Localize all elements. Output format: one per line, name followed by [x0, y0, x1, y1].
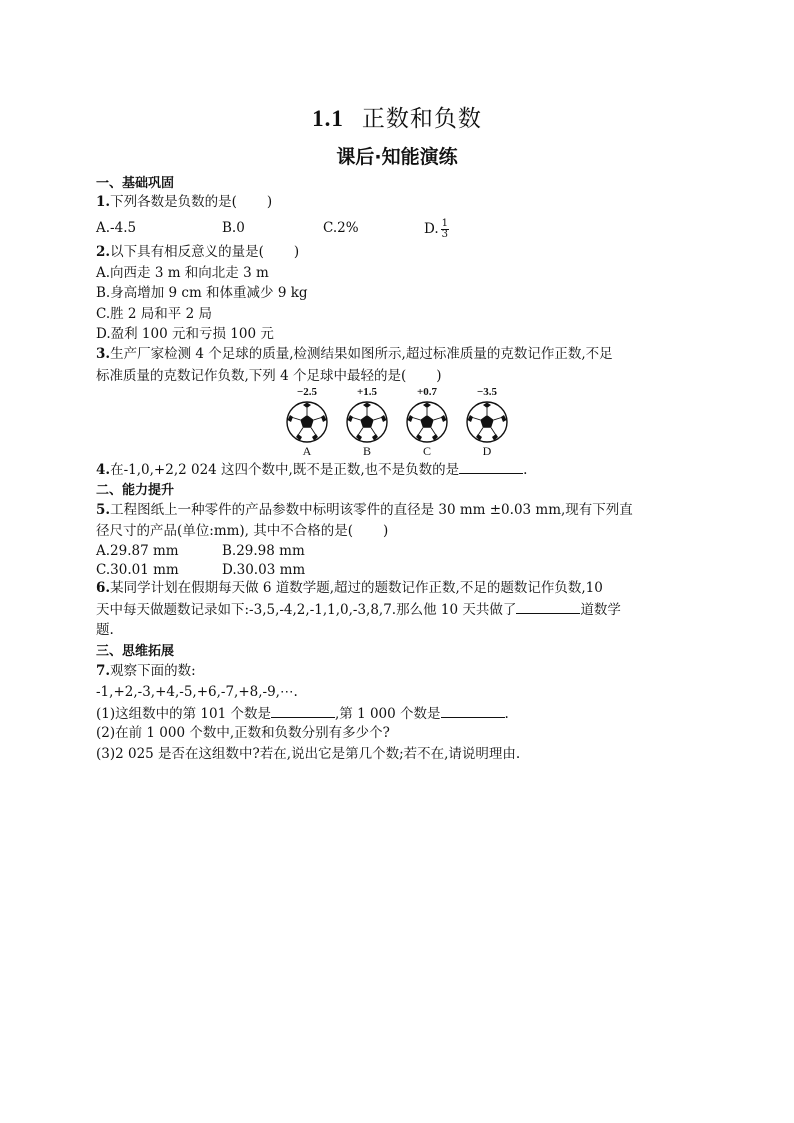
lesson-title: 正数和负数 [361, 106, 482, 132]
option-a: A.29.87 mm [96, 543, 179, 559]
option-c: C.胜 2 局和平 2 局 [96, 306, 212, 322]
page-title [0, 100, 794, 133]
question-number: 3. [96, 346, 111, 362]
soccer-ball-icon [405, 400, 449, 444]
answer-blank[interactable] [271, 704, 335, 718]
soccer-ball-c [402, 386, 452, 457]
option-b: B.身高增加 9 cm 和体重减少 9 kg [96, 285, 308, 301]
question-3-line-1: 3.生产厂家检测 4 个足球的质量,检测结果如图所示,超过标准质量的克数记作正数,不足 [96, 346, 613, 362]
question-3-line-2: 标准质量的克数记作负数,下列 4 个足球中最轻的是( ) [96, 368, 442, 384]
question-5-line-1: 5.工程图纸上一种零件的产品参数中标明该零件的直径是 30 mm ±0.03 mm,现有下列直 [96, 502, 633, 518]
section-heading-extend: 三、思维拓展 [96, 644, 175, 659]
question-6-line-2: 天中每天做题数记录如下:-3,5,-4,2,-1,1,0,-3,8,7.那么他 10 天共做了 道数学 [96, 602, 621, 618]
question-6-line-3: 题. [96, 622, 114, 638]
ball-label: D [482, 444, 492, 458]
soccer-ball-a [282, 386, 332, 457]
question-7-part-2: (2)在前 1 000 个数中,正数和负数分别有多少个? [96, 725, 390, 741]
option-c: C.30.01 mm [96, 562, 179, 578]
section-heading-improve: 二、能力提升 [96, 483, 175, 498]
question-number: 1. [96, 194, 111, 210]
option-c: C.2% [323, 220, 359, 236]
question-number: 6. [96, 580, 111, 596]
option-d: D. $\frac{1}{3}$ [424, 218, 449, 240]
question-4: 4.在-1,0,+2,2 024 这四个数中,既不是正数,也不是负数的是 . [96, 462, 528, 478]
ball-value: +0.7 [416, 386, 438, 398]
question-number: 4. [96, 462, 111, 478]
soccer-ball-b [342, 386, 392, 457]
soccer-ball-icon [465, 400, 509, 444]
option-a: A.向西走 3 m 和向北走 3 m [96, 265, 269, 281]
question-text: 以下具有相反意义的量是( [110, 244, 264, 260]
question-number: 2. [96, 244, 111, 260]
answer-blank[interactable] [516, 600, 580, 614]
ball-value: −3.5 [476, 386, 498, 398]
option-a: A.-4.5 [96, 220, 137, 236]
answer-blank[interactable] [441, 704, 505, 718]
number-sequence: -1,+2,-3,+4,-5,+6,-7,+8,-9,⋯. [96, 684, 298, 700]
ball-value: −2.5 [296, 386, 318, 398]
question-number: 5. [96, 502, 111, 518]
question-5-line-2: 径尺寸的产品(单位:mm), 其中不合格的是( ) [96, 523, 389, 539]
option-d: D.盈利 100 元和亏损 100 元 [96, 326, 274, 342]
ball-label: B [362, 444, 371, 458]
section-heading-basic: 一、基础巩固 [96, 176, 175, 191]
soccer-ball-icon [345, 400, 389, 444]
soccer-ball-icon [285, 400, 329, 444]
soccer-ball-d [462, 386, 512, 457]
question-6-line-1: 6.某同学计划在假期每天做 6 道数学题,超过的题数记作正数,不足的题数记作负数,10 [96, 580, 603, 596]
ball-label: A [302, 444, 312, 458]
lesson-number: 1.1 [312, 106, 344, 131]
option-b: B.29.98 mm [222, 543, 305, 559]
option-b: B.0 [222, 220, 245, 236]
fraction: $\frac{1}{3}$ [441, 218, 449, 240]
page-subtitle: 课后·知能演练 [336, 146, 458, 168]
question-7-part-1: (1)这组数中的第 101 个数是 ,第 1 000 个数是 . [96, 706, 509, 722]
question-7: 7.观察下面的数: [96, 663, 196, 679]
question-7-part-3: (3)2 025 是否在这组数中?若在,说出它是第几个数;若不在,请说明理由. [96, 746, 521, 762]
ball-value: +1.5 [356, 386, 378, 398]
option-d: D.30.03 mm [222, 562, 306, 578]
question-number: 7. [96, 663, 111, 679]
ball-label: C [422, 444, 431, 458]
question-1: 1.下列各数是负数的是( ) [96, 194, 273, 210]
answer-blank[interactable] [459, 460, 523, 474]
question-text: 下列各数是负数的是( [110, 194, 237, 210]
question-2: 2.以下具有相反意义的量是( ) [96, 244, 300, 260]
